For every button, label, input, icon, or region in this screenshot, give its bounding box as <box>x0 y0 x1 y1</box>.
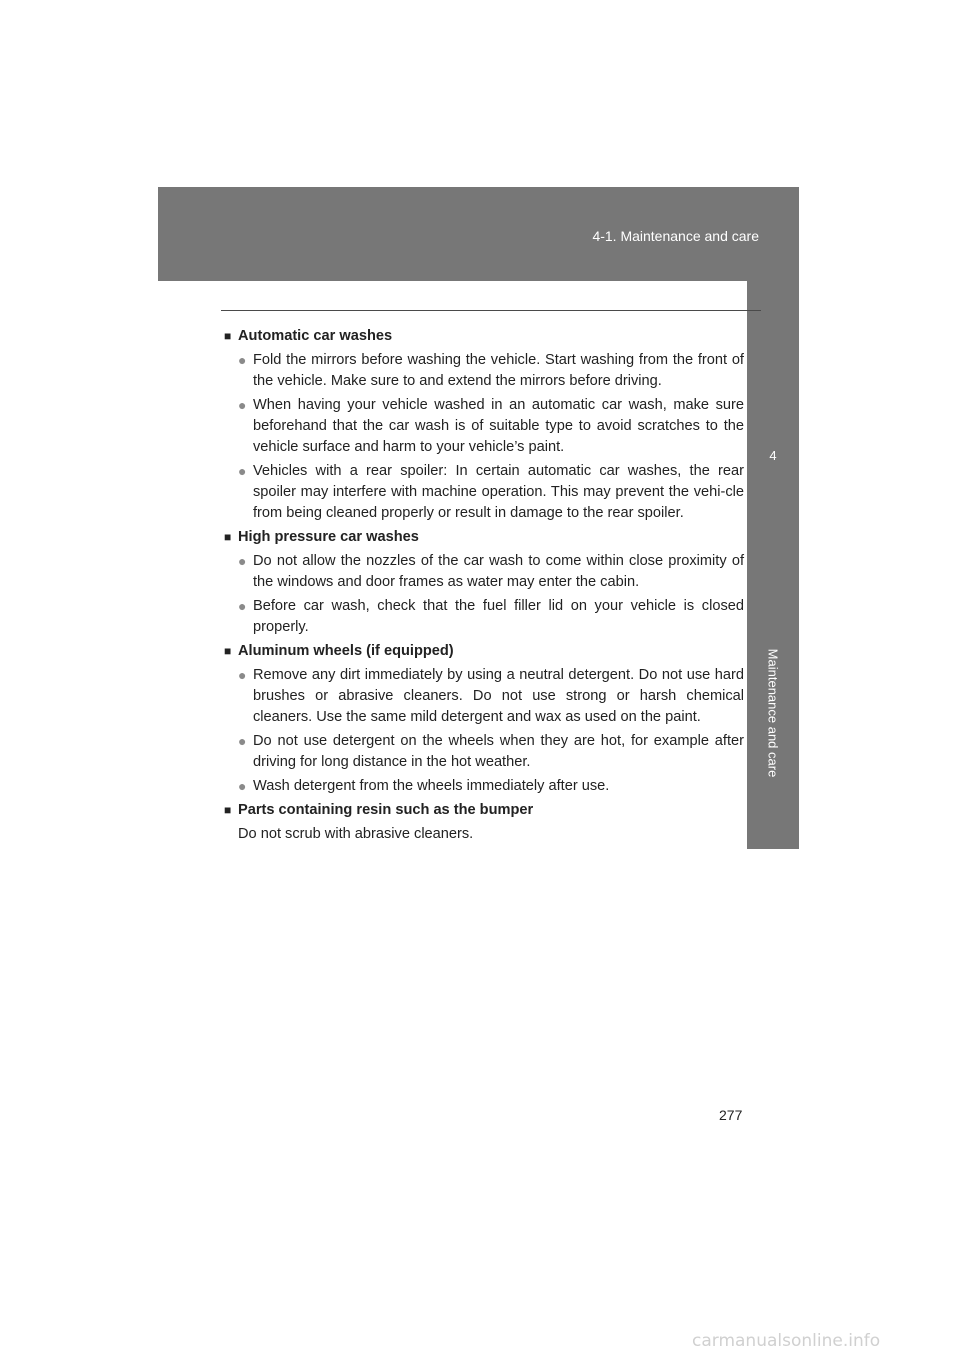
section-aluminum-wheels <box>224 641 744 797</box>
list-item: ● Wash detergent from the wheels immediately after use. <box>238 776 744 797</box>
chapter-tab <box>747 281 799 849</box>
circle-bullet-icon: ● <box>238 667 247 683</box>
header-band <box>158 187 799 281</box>
watermark: carmanualsonline.info <box>692 1331 881 1351</box>
list-item: ● Do not allow the nozzles of the car wash to come within close proximity of the windows and door frames as water may enter the cabin. <box>238 551 744 593</box>
page-number: 277 <box>719 1107 743 1123</box>
circle-bullet-icon: ● <box>238 598 247 614</box>
circle-bullet-icon: ● <box>238 553 247 569</box>
list-item: ● Vehicles with a rear spoiler: In certain automatic car washes, the rear spoiler may interfere with machine operation. This may prevent the vehi-cle from being cleaned properly or result in damage to the rear spoiler. <box>238 461 744 524</box>
circle-bullet-icon: ● <box>238 463 247 479</box>
square-bullet-icon: ■ <box>224 803 232 817</box>
square-bullet-icon: ■ <box>224 644 232 658</box>
section-heading: Parts containing resin such as the bumper <box>238 802 534 818</box>
section-automatic-car-washes <box>224 326 744 524</box>
section-title: 4-1. Maintenance and care <box>592 228 759 244</box>
circle-bullet-icon: ● <box>238 778 247 794</box>
circle-bullet-icon: ● <box>238 397 247 413</box>
header-rule <box>221 310 761 311</box>
circle-bullet-icon: ● <box>238 733 247 749</box>
square-bullet-icon: ■ <box>224 329 232 343</box>
list-item: ● Before car wash, check that the fuel filler lid on your vehicle is closed properly. <box>238 596 744 638</box>
section-resin-parts <box>224 800 744 845</box>
section-text: Do not scrub with abrasive cleaners. <box>238 826 474 842</box>
list-item: ● Remove any dirt immediately by using a neutral detergent. Do not use hard brushes or abrasive cleaners. Do not use strong or harsh chemical cleaners. Use the same mild detergent and wax as used on the paint. <box>238 665 744 728</box>
content <box>224 326 744 848</box>
section-heading: Automatic car washes <box>238 328 393 344</box>
list-item: ● When having your vehicle washed in an automatic car wash, make sure beforehand that the car wash is of suitable type to avoid scratches to the vehicle surface and harm to your vehicle’s paint. <box>238 395 744 458</box>
list-item: ● Do not use detergent on the wheels when they are hot, for example after driving for long distance in the hot weather. <box>238 731 744 773</box>
square-bullet-icon: ■ <box>224 530 232 544</box>
list-item: ● Fold the mirrors before washing the vehicle. Start washing from the front of the vehicle. Make sure to and extend the mirrors before driving. <box>238 350 744 392</box>
chapter-number: 4 <box>769 448 777 463</box>
section-heading: Aluminum wheels (if equipped) <box>238 643 454 659</box>
circle-bullet-icon: ● <box>238 352 247 368</box>
section-heading: High pressure car washes <box>238 529 419 545</box>
section-high-pressure-car-washes <box>224 527 744 638</box>
chapter-label: Maintenance and care <box>765 648 781 778</box>
